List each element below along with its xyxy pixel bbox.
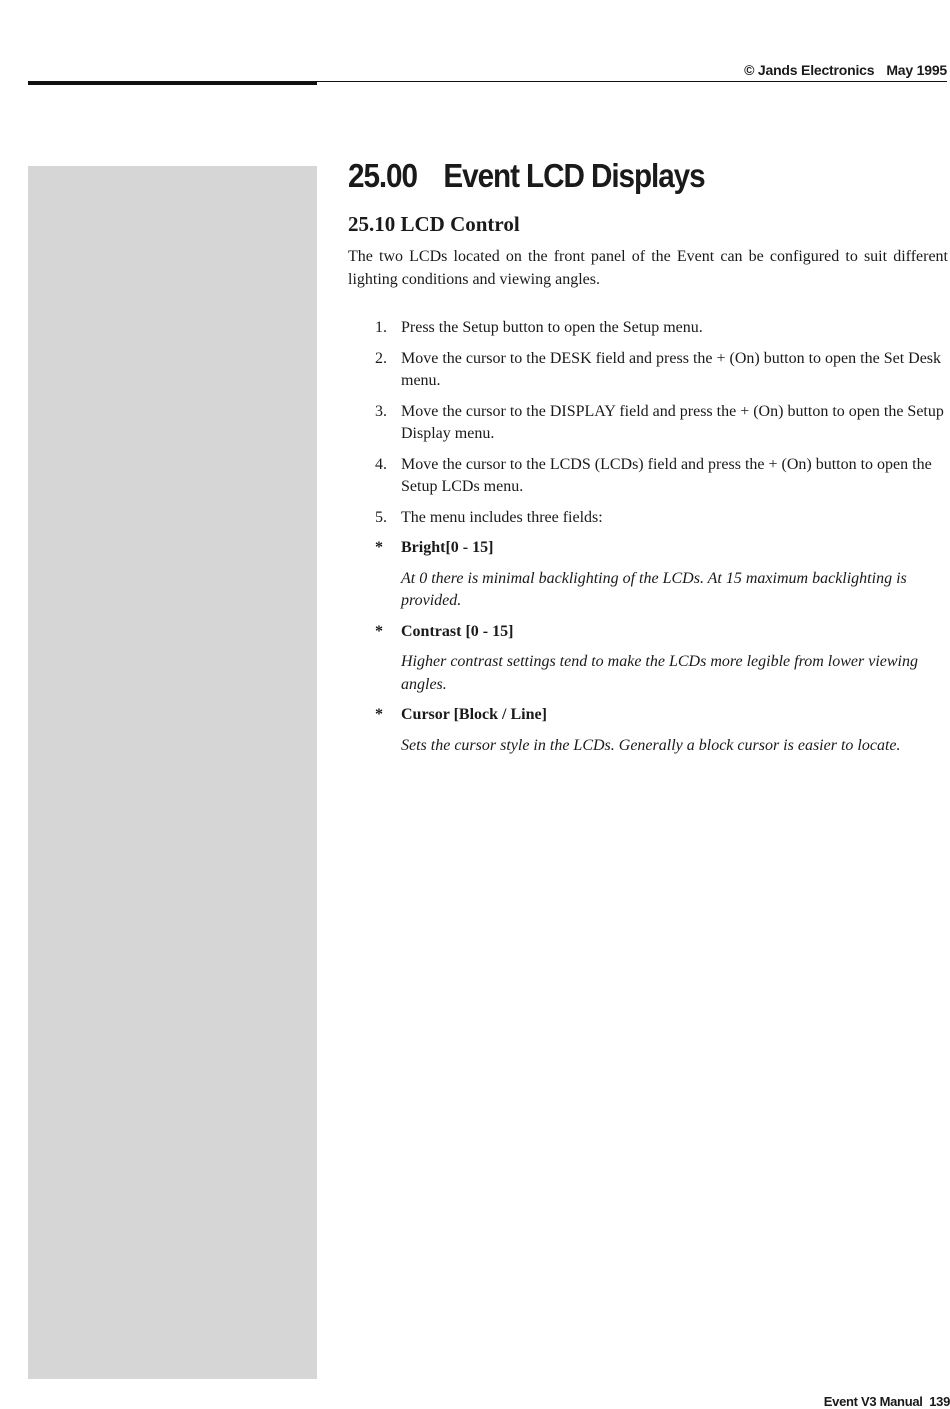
margin-sidebar [28,166,317,1379]
step-text: Move the cursor to the LCDS (LCDs) field and press the + (On) button to open the Setup LCDs menu. [401,455,932,495]
list-item [348,317,948,340]
field-description: Sets the cursor style in the LCDs. Generally a block cursor is easier to locate. [401,736,901,754]
page-header [744,62,947,78]
main-content [348,156,948,765]
chapter-heading [348,156,888,196]
field-name: Bright[0 - 15] [401,539,494,556]
page-number: 139 [929,1394,950,1409]
chapter-number: 25.00 [348,157,417,194]
list-item [348,348,948,393]
field-item-bright [348,537,948,613]
step-text: The menu includes three fields: [401,508,603,526]
step-number: 5. [375,508,387,526]
steps-list [348,317,948,757]
field-item-cursor [348,704,948,757]
list-item [348,401,948,446]
step-number: 3. [375,402,387,420]
bullet-marker: * [375,706,383,723]
list-item [348,454,948,499]
step-number: 4. [375,455,387,473]
field-name: Cursor [Block / Line] [401,706,547,723]
footer-manual: Event V3 Manual [823,1394,923,1409]
field-description: Higher contrast settings tend to make the LCDs more legible from lower viewing angles. [401,653,918,693]
bullet-marker: * [375,539,383,556]
step-text: Move the cursor to the DISPLAY field and press the + (On) button to open the Setup Display menu. [401,402,944,442]
page-footer [824,1394,950,1409]
intro-paragraph: The two LCDs located on the front panel of the Event can be configured to suit different lighting conditions and viewing angles. [348,248,948,288]
list-item [348,507,948,530]
step-number: 1. [375,319,387,336]
step-text: Move the cursor to the DESK field and press the + (On) button to open the Set Desk menu. [401,349,942,389]
header-rule-thick [28,81,317,85]
step-number: 2. [375,349,387,367]
header-copyright: © Jands Electronics [744,62,875,78]
field-name: Contrast [0 - 15] [401,622,514,640]
bullet-marker: * [375,622,383,640]
section-heading: 25.10 LCD Control [348,212,520,236]
header-date: May 1995 [886,62,947,78]
field-item-contrast [348,621,948,697]
field-description: At 0 there is minimal backlighting of the LCDs. At 15 maximum backlighting is provided. [401,569,907,609]
step-text: Press the Setup button to open the Setup menu. [401,319,703,336]
chapter-title: Event LCD Displays [443,157,705,194]
